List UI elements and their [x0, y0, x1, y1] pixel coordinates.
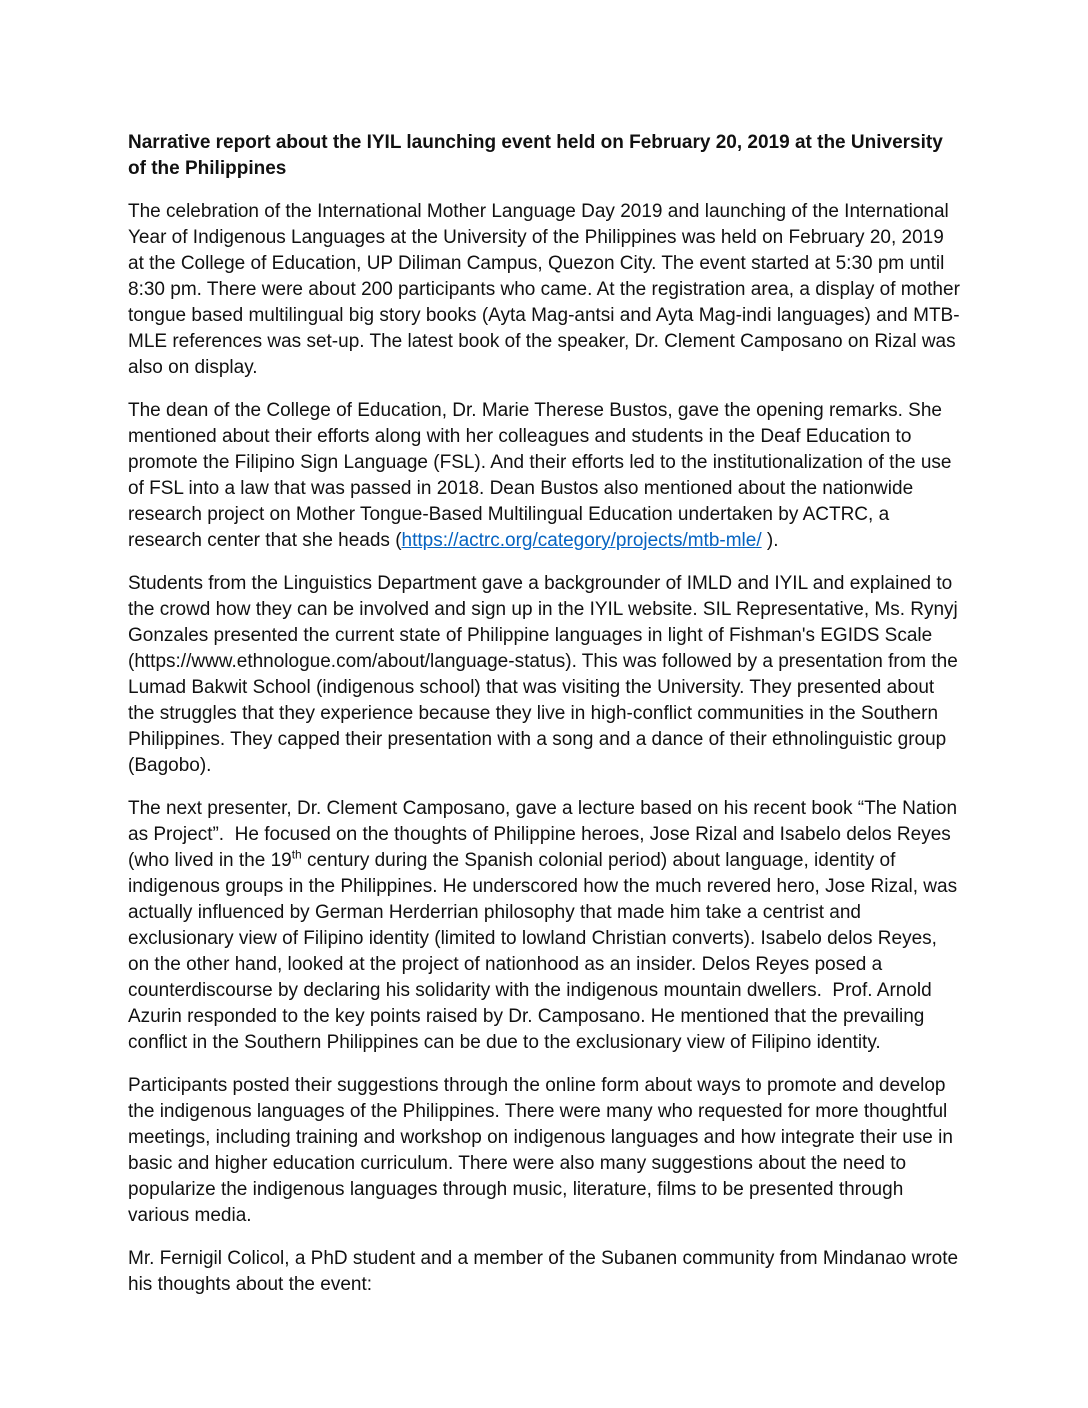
paragraph-opening-remarks [128, 398, 960, 554]
paragraph-camposano-lecture [128, 796, 963, 1056]
paragraph-opening-remarks-text: The dean of the College of Education, Dr. Marie Therese Bustos, gave the opening remarks. She mentioned about their efforts along with her colleagues and students in the Deaf Education to promote the Filipino Sign Language (FSL). And their efforts led to the institutionalization of the use of FSL into a law that was passed in 2018. Dean Bustos also mentioned about the nationwide research project on Mother Tongue-Based Multilingual Education undertaken by ACTRC, a research center that she heads ( [128, 400, 957, 551]
paragraph-camposano-lecture-continued: century during the Spanish colonial period) about language, identity of indigenous groups in the Philippines. He underscored how the much revered hero, Jose Rizal, was actually influenced by German Herderrian philosophy that made him take a centrist and exclusionary view of Filipino identity (limited to lowland Christian converts). Isabelo delos Reyes, on the other hand, looked at the project of nationhood as an insider. Delos Reyes posed a counterdiscourse by declaring his solidarity with the indigenous mountain dwellers. Prof. Arnold Azurin responded to the key points raised by Dr. Camposano. He mentioned that the prevailing conflict in the Southern Philippines can be due to the exclusionary view of Filipino identity. [128, 850, 963, 1053]
paragraph-participant-suggestions: Participants posted their suggestions through the online form about ways to promote and develop the indigenous languages of the Philippines. There were many who requested for more thoughtful meetings, including training and workshop on indigenous languages and how integrate their use in basic and higher education curriculum. There were also many suggestions about the need to popularize the indigenous languages through music, literature, films to be presented through various media. [128, 1075, 959, 1226]
paragraph-event-overview: The celebration of the International Mother Language Day 2019 and launching of the International Year of Indigenous Languages at the University of the Philippines was held on February 20, 2019 at the College of Education, UP Diliman Campus, Quezon City. The event started at 5:30 pm until 8:30 pm. There were about 200 participants who came. At the registration area, a display of mother tongue based multilingual big story books (Ayta Mag-antsi and Ayta Mag-indi languages) and MTB-MLE references was set-up. The latest book of the speaker, Dr. Clement Camposano on Rizal was also on display. [128, 201, 966, 378]
actrc-mtb-mle-link[interactable]: https://actrc.org/category/projects/mtb-mle/ [401, 530, 762, 551]
paragraph-colicol-intro: Mr. Fernigil Colicol, a PhD student and a member of the Subanen community from Mindanao wrote his thoughts about the event: [128, 1248, 964, 1295]
paragraph-linguistics-presentations: Students from the Linguistics Department gave a backgrounder of IMLD and IYIL and explained to the crowd how they can be involved and sign up in the IYIL website. SIL Representative, Ms. Rynyj Gonzales presented the current state of Philippine languages in light of Fishman's EGIDS Scale (https://www.ethnologue.com/about/language-status). This was followed by a presentation from the Lumad Bakwit School (indigenous school) that was visiting the University. They presented about the struggles that they experience because they live in high-conflict communities in the Southern Philippines. They capped their presentation with a song and a dance of their ethnolinguistic group (Bagobo). [128, 573, 964, 776]
ordinal-superscript: th [291, 847, 302, 862]
paragraph-opening-remarks-closing: ). [761, 530, 779, 551]
document-title-text: Narrative report about the IYIL launching event held on February 20, 2019 at the University of the Philippines [128, 132, 949, 179]
document-title [128, 130, 960, 182]
paragraph-camposano-lecture-text: The next presenter, Dr. Clement Camposano, gave a lecture based on his recent book “The Nation as Project”. He focused on the thoughts of Philippine heroes, Jose Rizal and Isabelo delos Reyes (who lived in the 19 [128, 798, 963, 871]
